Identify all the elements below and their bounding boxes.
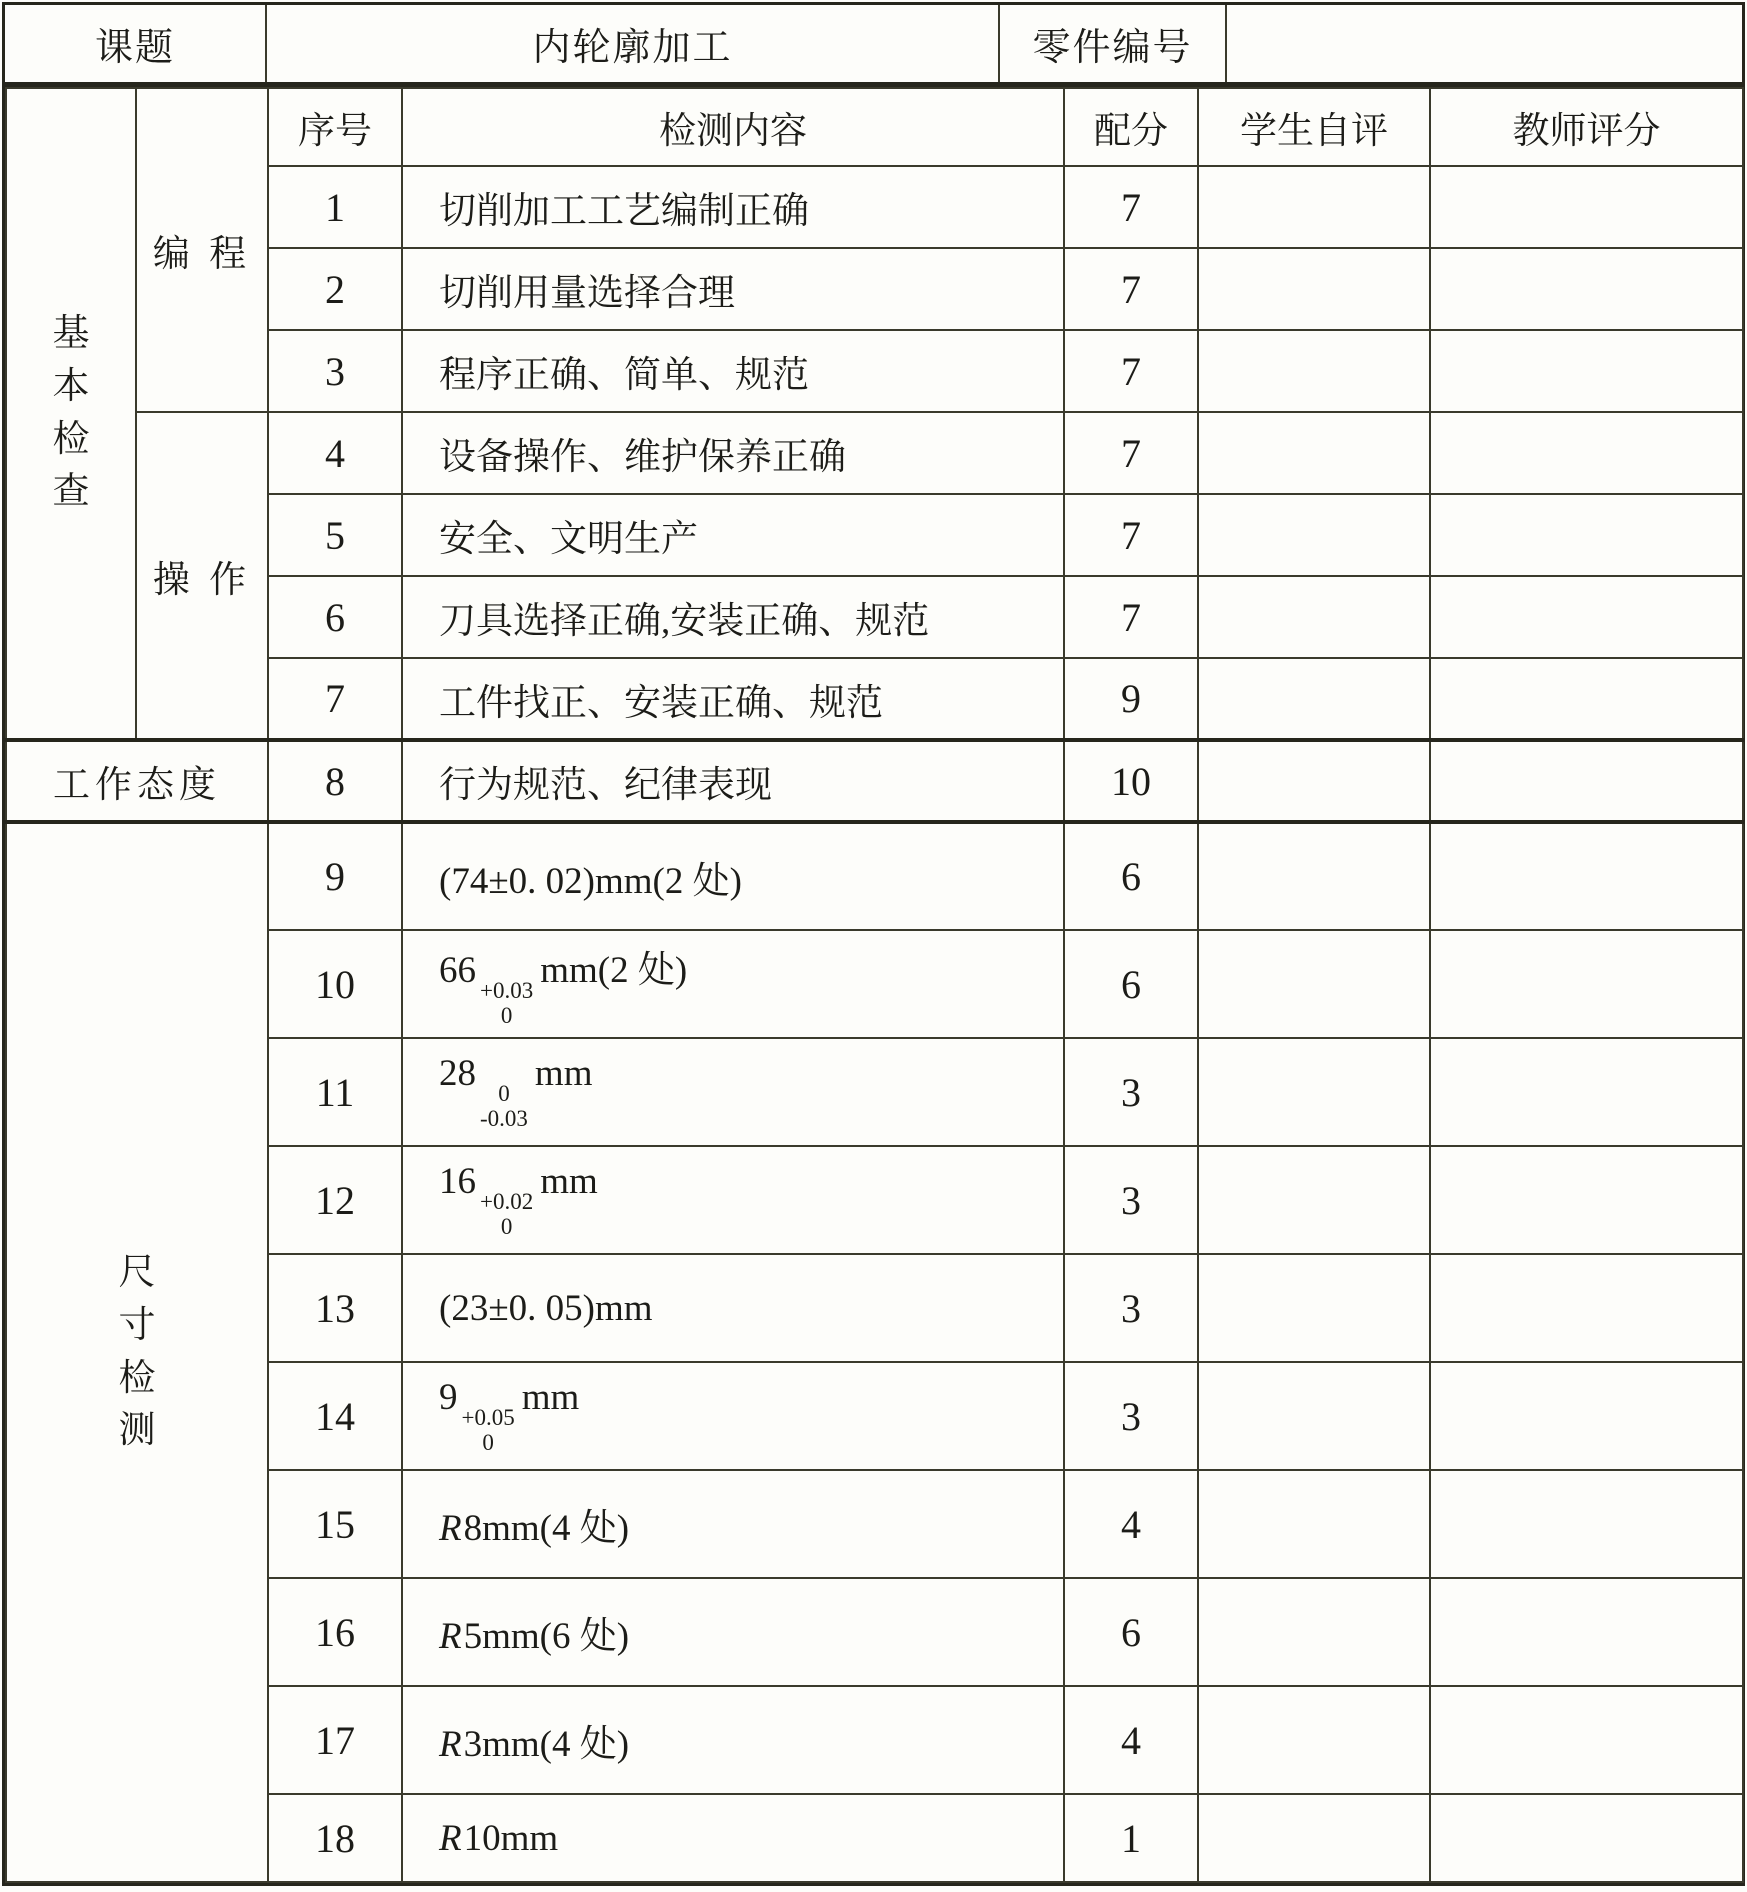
tolerance-stack: +0.02 0 <box>480 1189 534 1239</box>
row-points-cell: 3 <box>1064 1038 1198 1146</box>
row-self-eval-cell <box>1198 740 1430 822</box>
row-content-cell: (74±0. 02)mm(2 处) <box>402 822 1064 930</box>
row-teacher-eval-cell <box>1430 1794 1743 1882</box>
part-number-label: 零件编号 <box>1000 5 1227 82</box>
row-no-cell: 18 <box>268 1794 402 1882</box>
header-no: 序号 <box>268 88 402 166</box>
row-no-cell: 1 <box>268 166 402 248</box>
row-no-cell: 4 <box>268 412 402 494</box>
row-self-eval-cell <box>1198 658 1430 740</box>
row-points-cell: 7 <box>1064 166 1198 248</box>
radius-symbol: R <box>439 1724 462 1765</box>
row-no-cell: 3 <box>268 330 402 412</box>
row-points-cell: 7 <box>1064 412 1198 494</box>
row-teacher-eval-cell <box>1430 1038 1743 1146</box>
row-self-eval-cell <box>1198 494 1430 576</box>
row-teacher-eval-cell <box>1430 1362 1743 1470</box>
row-content-cell: 工件找正、安装正确、规范 <box>402 658 1064 740</box>
row-self-eval-cell <box>1198 166 1430 248</box>
header-content: 检测内容 <box>402 88 1064 166</box>
row-no-cell: 13 <box>268 1254 402 1362</box>
row-points-cell: 10 <box>1064 740 1198 822</box>
evaluation-sheet <box>2 2 1745 1886</box>
row-points-cell: 7 <box>1064 248 1198 330</box>
row-points-cell: 3 <box>1064 1254 1198 1362</box>
tolerance-stack: +0.05 0 <box>461 1405 515 1455</box>
row-self-eval-cell <box>1198 1254 1430 1362</box>
row-teacher-eval-cell <box>1430 166 1743 248</box>
row-points-cell: 1 <box>1064 1794 1198 1882</box>
row-content-cell: 刀具选择正确,安装正确、规范 <box>402 576 1064 658</box>
row-no-cell: 7 <box>268 658 402 740</box>
row-teacher-eval-cell <box>1430 1254 1743 1362</box>
row-content-cell: 切削用量选择合理 <box>402 248 1064 330</box>
row-teacher-eval-cell <box>1430 330 1743 412</box>
course-value: 内轮廓加工 <box>267 5 1000 82</box>
row-content-cell: R5mm(6 处) <box>402 1578 1064 1686</box>
row-content-cell: (23±0. 05)mm <box>402 1254 1064 1362</box>
row-no-cell: 12 <box>268 1146 402 1254</box>
row-self-eval-cell <box>1198 412 1430 494</box>
row-teacher-eval-cell <box>1430 740 1743 822</box>
row-no-cell: 14 <box>268 1362 402 1470</box>
row-content-cell: R3mm(4 处) <box>402 1686 1064 1794</box>
tolerance-stack: +0.03 0 <box>480 978 534 1028</box>
course-label: 课题 <box>5 5 267 82</box>
row-no-cell: 17 <box>268 1686 402 1794</box>
row-no-cell: 15 <box>268 1470 402 1578</box>
row-no-cell: 9 <box>268 822 402 930</box>
row-points-cell: 7 <box>1064 576 1198 658</box>
row-no-cell: 16 <box>268 1578 402 1686</box>
row-teacher-eval-cell <box>1430 658 1743 740</box>
row-points-cell: 6 <box>1064 1578 1198 1686</box>
row-teacher-eval-cell <box>1430 494 1743 576</box>
row-no-cell: 10 <box>268 930 402 1038</box>
evaluation-table <box>5 87 1744 1883</box>
row-points-cell: 7 <box>1064 330 1198 412</box>
radius-symbol: R <box>439 1508 462 1549</box>
row-no-cell: 6 <box>268 576 402 658</box>
header-points: 配分 <box>1064 88 1198 166</box>
row-teacher-eval-cell <box>1430 576 1743 658</box>
row-teacher-eval-cell <box>1430 248 1743 330</box>
row-content-cell: 程序正确、简单、规范 <box>402 330 1064 412</box>
group-dimension-check: 尺 寸 检 测 <box>6 822 268 1882</box>
row-points-cell: 4 <box>1064 1470 1198 1578</box>
part-number-value <box>1227 5 1742 82</box>
group-programming: 编 程 <box>136 88 268 412</box>
row-teacher-eval-cell <box>1430 822 1743 930</box>
row-self-eval-cell <box>1198 1794 1430 1882</box>
row-self-eval-cell <box>1198 1038 1430 1146</box>
row-points-cell: 3 <box>1064 1146 1198 1254</box>
header-teacher-eval: 教师评分 <box>1430 88 1743 166</box>
row-points-cell: 6 <box>1064 822 1198 930</box>
row-points-cell: 7 <box>1064 494 1198 576</box>
row-self-eval-cell <box>1198 1146 1430 1254</box>
row-points-cell: 4 <box>1064 1686 1198 1794</box>
row-self-eval-cell <box>1198 1470 1430 1578</box>
main-table-body <box>6 88 1743 1882</box>
row-teacher-eval-cell <box>1430 1686 1743 1794</box>
group-operation: 操 作 <box>136 412 268 740</box>
row-self-eval-cell <box>1198 1362 1430 1470</box>
row-points-cell: 6 <box>1064 930 1198 1038</box>
row-content-cell: R10mm <box>402 1794 1064 1882</box>
row-content-cell: 行为规范、纪律表现 <box>402 740 1064 822</box>
row-teacher-eval-cell <box>1430 1578 1743 1686</box>
row-teacher-eval-cell <box>1430 1470 1743 1578</box>
row-self-eval-cell <box>1198 930 1430 1038</box>
tolerance-stack: 0 -0.03 <box>480 1081 528 1131</box>
row-self-eval-cell <box>1198 576 1430 658</box>
row-content-cell: 设备操作、维护保养正确 <box>402 412 1064 494</box>
row-content-cell: 28 0 -0.03 mm <box>402 1038 1064 1146</box>
row-content-cell: R8mm(4 处) <box>402 1470 1064 1578</box>
row-self-eval-cell <box>1198 330 1430 412</box>
radius-symbol: R <box>439 1616 462 1657</box>
group-basic-check: 基 本 检 查 <box>6 88 136 740</box>
table-row <box>6 822 1743 930</box>
row-teacher-eval-cell <box>1430 412 1743 494</box>
table-row <box>6 412 1743 494</box>
row-content-cell: 16 +0.02 0 mm <box>402 1146 1064 1254</box>
row-self-eval-cell <box>1198 822 1430 930</box>
row-self-eval-cell <box>1198 1686 1430 1794</box>
radius-symbol: R <box>439 1817 462 1859</box>
row-self-eval-cell <box>1198 1578 1430 1686</box>
table-row <box>6 740 1743 822</box>
title-row <box>5 5 1742 87</box>
row-content-cell: 66 +0.03 0 mm(2 处) <box>402 930 1064 1038</box>
row-no-cell: 8 <box>268 740 402 822</box>
header-self-eval: 学生自评 <box>1198 88 1430 166</box>
row-content-cell: 安全、文明生产 <box>402 494 1064 576</box>
row-points-cell: 3 <box>1064 1362 1198 1470</box>
row-no-cell: 5 <box>268 494 402 576</box>
row-teacher-eval-cell <box>1430 1146 1743 1254</box>
row-teacher-eval-cell <box>1430 930 1743 1038</box>
row-points-cell: 9 <box>1064 658 1198 740</box>
row-content-cell: 切削加工工艺编制正确 <box>402 166 1064 248</box>
row-no-cell: 11 <box>268 1038 402 1146</box>
row-self-eval-cell <box>1198 248 1430 330</box>
row-no-cell: 2 <box>268 248 402 330</box>
row-content-cell: 9 +0.05 0 mm <box>402 1362 1064 1470</box>
group-attitude: 工作态度 <box>6 740 268 822</box>
header-row <box>6 88 1743 166</box>
